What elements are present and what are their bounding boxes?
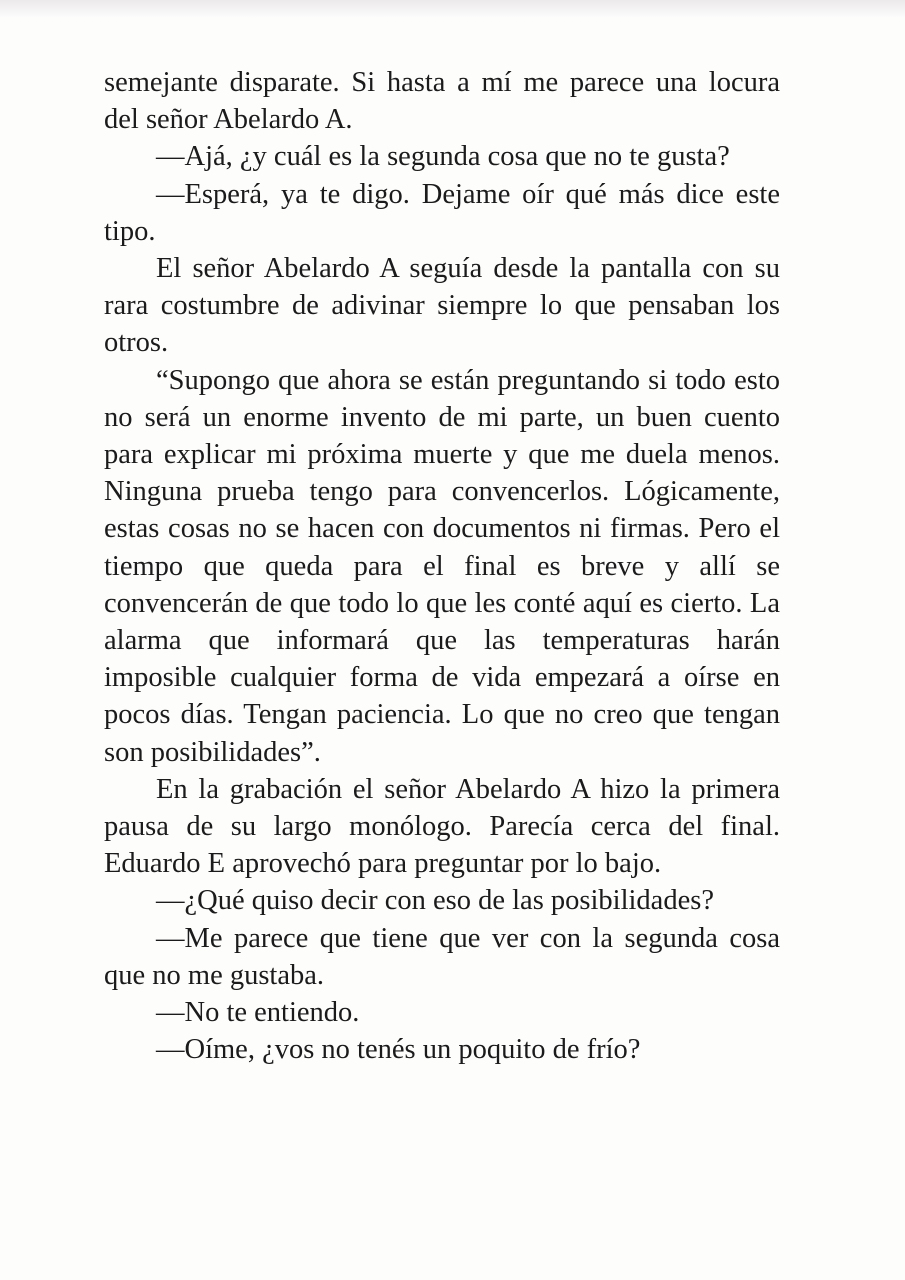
- paragraph: —¿Qué quiso decir con eso de las posibilidades?: [156, 885, 714, 917]
- paragraph: semejante disparate. Si hasta a mí me parece una locura del señor Abelardo A.: [104, 67, 780, 136]
- paragraph: —Ajá, ¿y cuál es la segunda cosa que no te gusta?: [156, 141, 730, 173]
- paragraph: En la grabación el señor Abelardo A hizo la primera pausa de su largo monólogo. Parecía cerca del final. Eduardo E aprovechó para preguntar por lo bajo.: [104, 773, 780, 880]
- paragraph: —Oíme, ¿vos no tenés un poquito de frío?: [156, 1034, 641, 1066]
- page-text: [104, 64, 780, 1068]
- paragraph: El señor Abelardo A seguía desde la pantalla con su rara costumbre de adivinar siempre lo que pensaban los otros.: [104, 253, 780, 359]
- paragraph: “Supongo que ahora se están preguntando si todo esto no será un enorme invento de mi parte, un buen cuento para explicar mi próxima muerte y que me duela menos. Ninguna prueba tengo para convencerlos. Lógicamente, estas cosas no se hacen con documentos ni firmas. Pero el tiempo que queda para el final es breve y allí se convencerán de que todo lo que les conté aquí es cierto. La alarma que informará que las temperaturas harán imposible cualquier forma de vida empezará a oírse en pocos días. Tengan paciencia. Lo que no creo que tengan son posibilidades”.: [104, 364, 780, 768]
- page-top-shadow: [0, 0, 905, 18]
- paragraph: —Esperá, ya te digo. Dejame oír qué más dice este tipo.: [104, 178, 780, 247]
- paragraph: —Me parece que tiene que ver con la segunda cosa que no me gustaba.: [104, 922, 780, 991]
- paragraph: —No te entiendo.: [156, 997, 360, 1029]
